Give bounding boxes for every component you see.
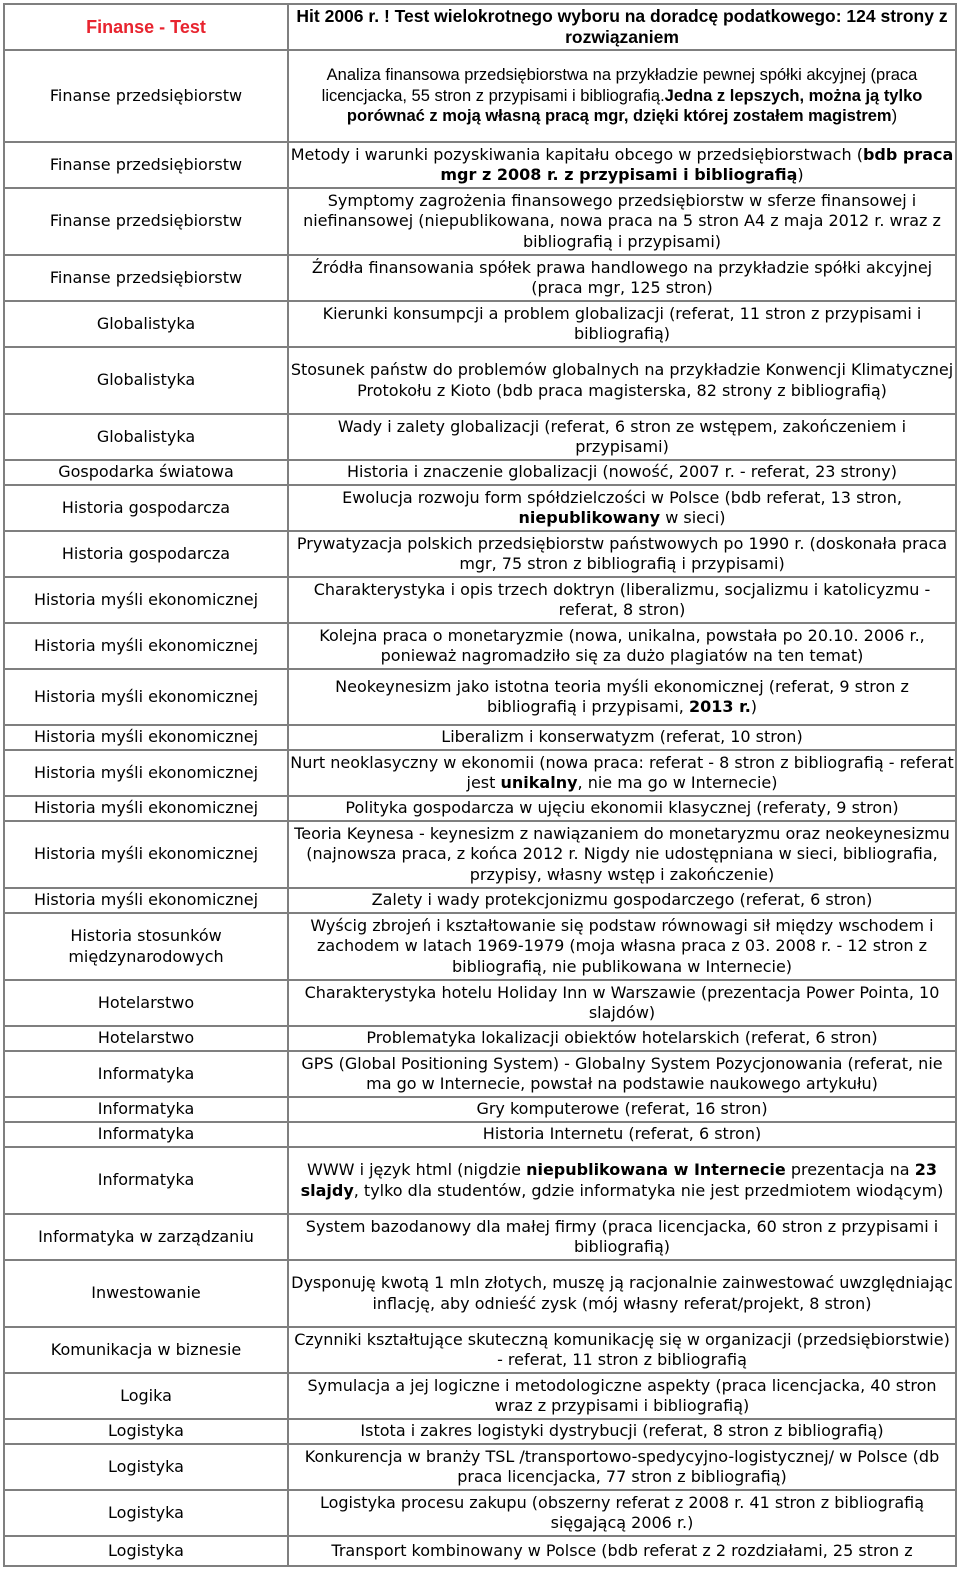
table-row [4,577,956,623]
description-cell [288,888,956,913]
table-row [4,888,956,913]
description-text: Polityka gospodarcza w ujęciu ekonomii klasycznej (referaty, 9 stron) [345,798,899,818]
description-text: Ewolucja rozwoju form spółdzielczości w Polsce (bdb referat, 13 stron, [342,487,902,507]
description-text: Charakterystyka i opis trzech doktryn (liberalizmu, socjalizmu i katolicyzmu - referat, 8 stron) [313,579,931,619]
table-row [4,460,956,485]
table-row [4,1490,956,1536]
table-row [4,796,956,821]
description-cell [288,460,956,485]
table-row [4,669,956,725]
table-row [4,1327,956,1373]
category-cell: Informatyka w zarządzaniu [4,1214,288,1260]
category-cell: Historia gospodarcza [4,485,288,531]
description-cell [288,142,956,188]
description-text: Istota i zakres logistyki dystrybucji (referat, 8 stron z bibliografią) [360,1421,884,1441]
table-row [4,1097,956,1122]
description-text: Hit 2006 r. ! Test wielokrotnego wyboru na doradcę podatkowego: 124 strony z rozwiązaniem [296,6,948,47]
description-text: System bazodanowy dla małej firmy (praca licencjacka, 60 stron z przypisami i bibliografią) [305,1216,939,1256]
category-cell: Informatyka [4,1097,288,1122]
description-text: Gry komputerowe (referat, 16 stron) [476,1099,768,1119]
description-text: Nurt neoklasyczny w ekonomii (nowa praca: referat - 8 stron z bibliografią - referat jest [290,752,954,792]
table-row [4,1214,956,1260]
table-row [4,142,956,188]
description-cell [288,4,956,50]
description-cell [288,1419,956,1444]
category-cell: Komunikacja w biznesie [4,1327,288,1373]
category-cell: Historia myśli ekonomicznej [4,796,288,821]
description-cell [288,1490,956,1536]
description-cell [288,255,956,301]
description-cell [288,1026,956,1051]
description-text: Problematyka lokalizacji obiektów hotelarskich (referat, 6 stron) [366,1028,878,1048]
table-row [4,414,956,460]
table-row [4,725,956,750]
table-row [4,1373,956,1419]
description-cell [288,1536,956,1566]
description-text: , tylko dla studentów, gdzie informatyka nie jest przedmiotem wiodącym) [353,1180,944,1200]
description-text: WWW i język html (nigdzie [307,1160,527,1179]
category-cell: Historia myśli ekonomicznej [4,750,288,796]
category-cell: Inwestowanie [4,1260,288,1327]
description-cell [288,980,956,1026]
table-row [4,1026,956,1051]
description-cell [288,301,956,347]
category-cell: Historia myśli ekonomicznej [4,821,288,888]
table-row [4,1536,956,1566]
table-row [4,188,956,255]
table-row [4,750,956,796]
description-cell [288,1097,956,1122]
category-cell: Historia myśli ekonomicznej [4,888,288,913]
category-cell: Finanse przedsiębiorstw [4,188,288,255]
category-cell: Informatyka [4,1147,288,1214]
description-cell [288,750,956,796]
table-row [4,347,956,414]
category-cell: Historia stosunków międzynarodowych [4,913,288,980]
description-cell [288,1373,956,1419]
category-cell: Logika [4,1373,288,1419]
description-text: Zalety i wady protekcjonizmu gospodarczego (referat, 6 stron) [371,890,873,910]
emphasized-text: 2013 r. [688,697,751,716]
description-cell [288,725,956,750]
description-cell [288,1214,956,1260]
description-cell [288,1327,956,1373]
description-text: Czynniki kształtujące skuteczną komunikację się w organizacji (przedsiębiorstwie) - referat, 11 stron z bibliografią [294,1329,950,1369]
description-text: Analiza finansowa przedsiębiorstwa na przykładzie pewnej spółki akcyjnej (praca licencjacka, 55 stron z przypisami i bibliografią. [321,66,918,105]
description-cell [288,913,956,980]
table-row [4,4,956,50]
description-text: Prywatyzacja polskich przedsiębiorstw państwowych po 1990 r. (doskonała praca mgr, 75 stron z bibliografią i przypisami) [296,533,948,573]
emphasized-text: 23 slajdy [300,1160,937,1200]
table-row [4,1260,956,1327]
description-text: ) [891,107,898,126]
category-cell: Logistyka [4,1490,288,1536]
emphasized-text: unikalny [500,773,578,792]
offer-table-body [4,4,956,1566]
table-row [4,531,956,577]
category-cell: Informatyka [4,1051,288,1097]
description-text: Wady i zalety globalizacji (referat, 6 stron ze wstępem, zakończeniem i przypisami) [337,416,907,456]
table-row [4,50,956,142]
table-row [4,1419,956,1444]
description-text: GPS (Global Positioning System) - Globalny System Pozycjonowania (referat, nie ma go w Internecie, powstał na podstawie naukowego artykułu) [301,1053,943,1093]
description-cell [288,50,956,142]
description-text: Transport kombinowany w Polsce (bdb referat z 2 rozdziałami, 25 stron z [331,1540,913,1560]
description-text: Liberalizm i konserwatyzm (referat, 10 stron) [441,727,803,747]
description-text: Wyścig zbrojeń i kształtowanie się podstaw równowagi sił między wschodem i zachodem w latach 1969-1979 (moja własna praca z 03. 2008 r. - 12 stron z bibliografią, nie publikowana w Internecie) [310,915,934,976]
description-cell [288,485,956,531]
emphasized-text: bdb praca mgr z 2008 r. z przypisami i bibliografią [440,144,954,184]
description-text: , nie ma go w Internecie) [577,773,778,792]
table-row [4,255,956,301]
category-cell: Historia myśli ekonomicznej [4,725,288,750]
table-row [4,301,956,347]
table-row [4,1122,956,1147]
table-row [4,485,956,531]
table-row [4,1051,956,1097]
description-text: w sieci) [660,508,726,527]
description-cell [288,669,956,725]
category-cell: Finanse przedsiębiorstw [4,50,288,142]
emphasized-text: niepublikowana w Internecie [526,1160,786,1179]
description-cell [288,577,956,623]
table-row [4,913,956,980]
category-cell: Hotelarstwo [4,980,288,1026]
description-text: Historia i znaczenie globalizacji (nowość, 2007 r. - referat, 23 strony) [346,462,898,482]
description-text: Kierunki konsumpcji a problem globalizacji (referat, 11 stron z przypisami i bibliografią) [322,303,922,343]
category-cell: Informatyka [4,1122,288,1147]
table-row [4,1444,956,1490]
table-row [4,623,956,669]
description-text: ) [797,165,804,184]
description-cell [288,531,956,577]
description-text: Symulacja a jej logiczne i metodologiczne aspekty (praca licencjacka, 40 stron wraz z przypisami i bibliografią) [307,1375,937,1415]
category-cell: Historia myśli ekonomicznej [4,623,288,669]
description-text: Stosunek państw do problemów globalnych na przykładzie Konwencji Klimatycznej Protokołu z Kioto (bdb praca magisterska, 82 strony z bibliografią) [290,360,954,400]
description-cell [288,1122,956,1147]
description-cell [288,1260,956,1327]
emphasized-text: Jedna z lepszych, można ją tylko porównać z moją własną pracą mgr, dzięki której zostałem magistrem [346,86,923,126]
description-text: Konkurencja w branży TSL /transportowo-spedycyjno-logistycznej/ w Polsce (db praca licencjacka, 77 stron z bibliografią) [304,1446,940,1486]
description-cell [288,188,956,255]
description-cell [288,414,956,460]
description-text: Kolejna praca o monetaryzmie (nowa, unikalna, powstała po 20.10. 2006 r., ponieważ nagromadziło się za dużo plagiatów na ten temat) [319,625,925,665]
table-row [4,980,956,1026]
table-row [4,1147,956,1214]
category-cell: Globalistyka [4,414,288,460]
category-cell: Logistyka [4,1536,288,1566]
description-cell [288,1051,956,1097]
category-cell: Logistyka [4,1444,288,1490]
category-cell: Finanse przedsiębiorstw [4,142,288,188]
description-text: Logistyka procesu zakupu (obszerny referat z 2008 r. 41 stron z bibliografią sięgającą 2006 r.) [319,1492,925,1532]
description-text: Metody i warunki pozyskiwania kapitału obcego w przedsiębiorstwach ( [290,144,863,164]
description-cell [288,796,956,821]
description-text: Charakterystyka hotelu Holiday Inn w Warszawie (prezentacja Power Pointa, 10 slajdów) [304,982,940,1022]
description-text: prezentacja na [785,1160,915,1179]
category-cell: Finanse przedsiębiorstw [4,255,288,301]
category-cell: Globalistyka [4,301,288,347]
category-cell: Finanse - Test [4,4,288,50]
description-cell [288,623,956,669]
description-cell [288,821,956,888]
description-cell [288,1444,956,1490]
category-cell: Gospodarka światowa [4,460,288,485]
table-row [4,821,956,888]
category-cell: Historia gospodarcza [4,531,288,577]
offer-table [3,3,957,1567]
description-cell [288,1147,956,1214]
category-cell: Globalistyka [4,347,288,414]
description-text: ) [750,697,758,716]
description-text: Neokeynesizm jako istotna teoria myśli ekonomicznej (referat, 9 stron z bibliografią i przypisami, [335,676,909,716]
description-text: Źródła finansowania spółek prawa handlowego na przykładzie spółki akcyjnej (praca mgr, 125 stron) [311,257,933,297]
description-text: Symptomy zagrożenia finansowego przedsiębiorstw w sferze finansowej i niefinansowej (niepublikowana, nowa praca na 5 stron A4 z maja 2012 r. wraz z bibliografią i przypisami) [303,190,941,251]
category-cell: Historia myśli ekonomicznej [4,669,288,725]
category-cell: Historia myśli ekonomicznej [4,577,288,623]
category-cell: Hotelarstwo [4,1026,288,1051]
description-text: Historia Internetu (referat, 6 stron) [482,1124,762,1144]
description-text: Teoria Keynesa - keynesizm z nawiązaniem do monetaryzmu oraz neokeynesizmu (najnowsza praca, z końca 2012 r. Nigdy nie udostępniana w sieci, bibliografia, przypisy, własny wstęp i zakończenie) [294,823,950,884]
category-cell: Logistyka [4,1419,288,1444]
description-text: Dysponuję kwotą 1 mln złotych, muszę ją racjonalnie zainwestować uwzględniając inflację, aby odnieść zysk (mój własny referat/projekt, 8 stron) [291,1273,953,1313]
emphasized-text: niepublikowany [518,508,661,527]
description-cell [288,347,956,414]
